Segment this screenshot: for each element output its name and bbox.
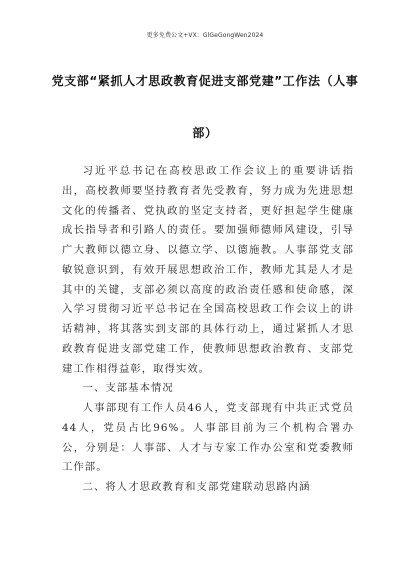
body-paragraph-overview: 人事部现有工作人员46人，党支部现有中共正式党员44人，党员占比96%。人事部目前为三个机构合署办公，分别是：人事部、人才与专家工作办公室和党委教师工作部。 — [62, 402, 354, 474]
header-note: 更多免费公文+VX：GlGeGongWen2024 — [146, 32, 264, 39]
document-title-line-2: 部） — [192, 126, 218, 140]
section-heading-2: 二、将人才思政教育和支部党建联动思路内涵 — [82, 481, 311, 493]
section-heading-1: 一、支部基本情况 — [82, 382, 174, 395]
body-paragraph-intro: 习近平总书记在高校思政工作会议上的重要讲话指出，高校教师要坚持教育者先受教育，努力成为先进思想文化的传播者、党执政的坚定支持者，更好担起学生健康成长指导者和引路人的责任。要加强师德师风建设，引导广大教师以德立身、以德立学、以德施教。人事部党支部敏锐意识到，有效开展思想政治工作，教师尤其是人才是其中的关键，支部必须以高度的政治责任感和使命感，深入学习贯彻习近平总书记在全国高校思政工作会议上的讲话精神，将其落实到支部的具体行动上，通过紧抓人才思政教育促进支部党建工作，使教师思想政治教育、支部党建工作相得益彰，取得实效。 — [62, 165, 354, 375]
document-title-line-1: 党支部“紧抓人才思政教育促进支部党建”工作法（人事 — [51, 74, 359, 88]
document-body — [62, 162, 354, 498]
